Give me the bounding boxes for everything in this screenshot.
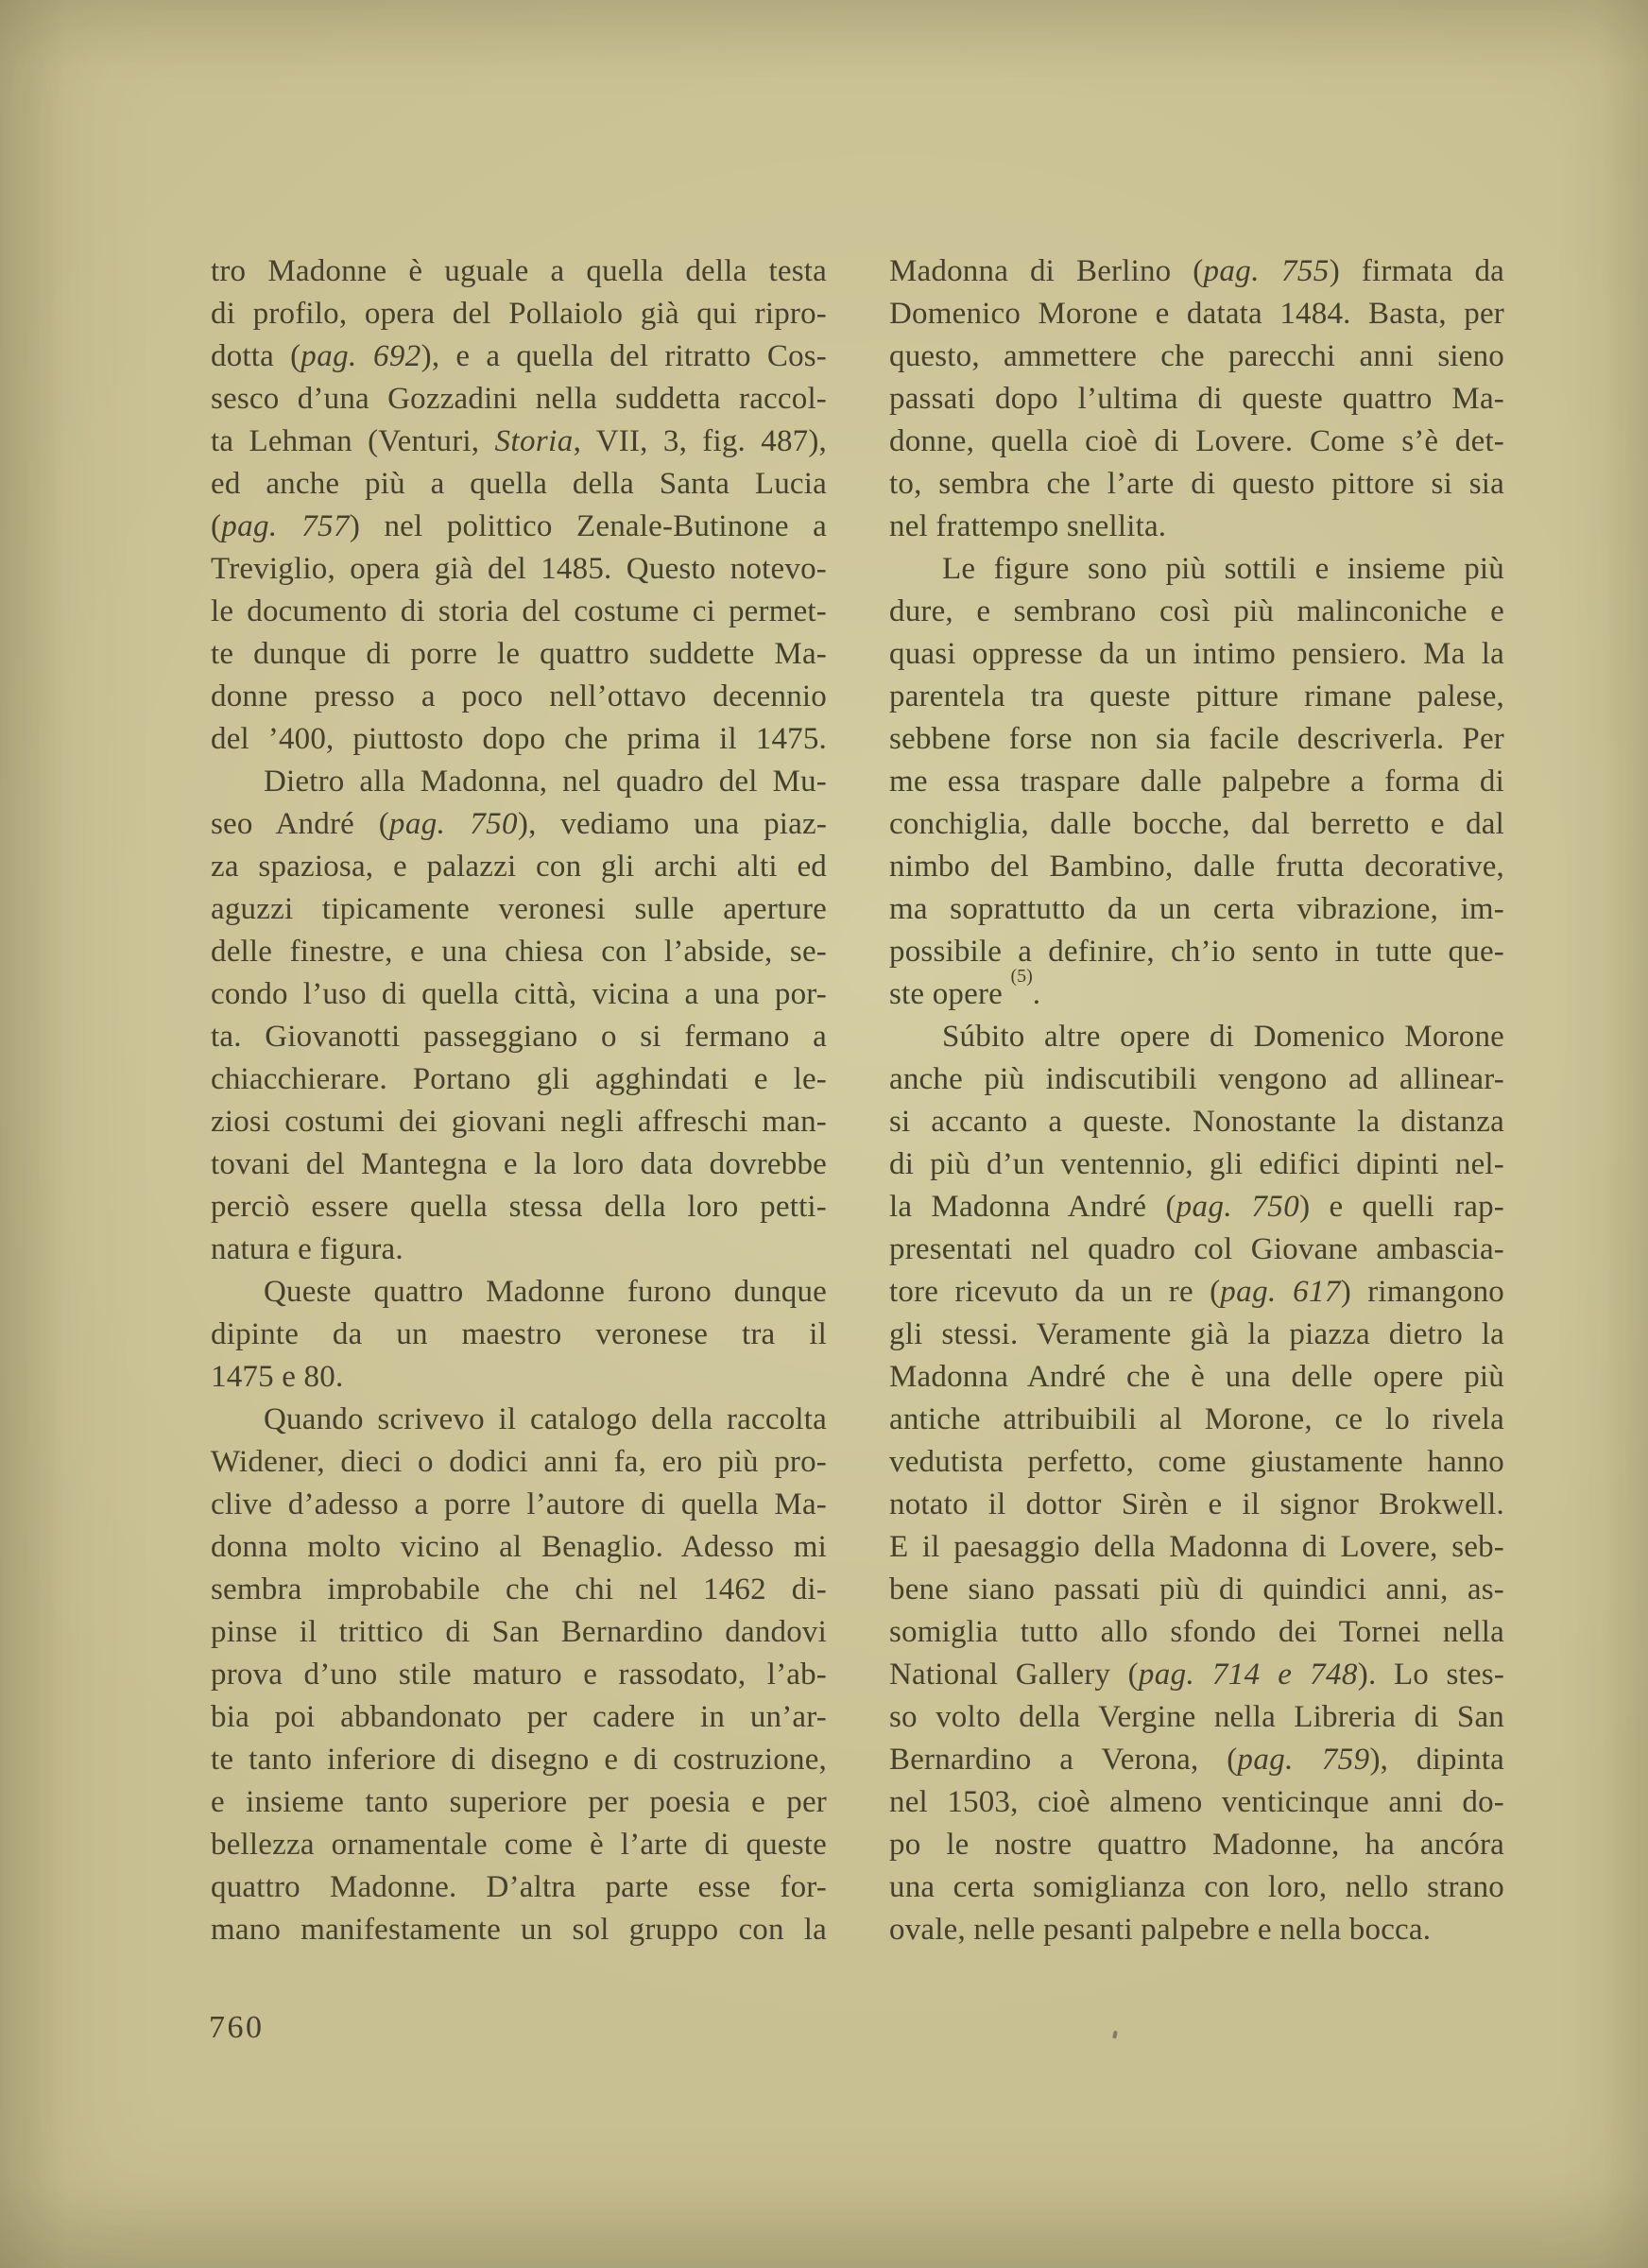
text-line: nel frattempo snellita. [889, 509, 1167, 543]
text-line: so volto della Vergine nella Libreria di San [889, 1700, 1504, 1734]
text-line: delle finestre, e una chiesa con l’abside, se- [211, 935, 827, 969]
text-line: National Gallery (pag. 714 e 748). Lo stes- [889, 1658, 1505, 1692]
text-line: Treviglio, opera già del 1485. Questo notevo- [211, 552, 827, 586]
text-line: ste opere $^{(5)}$. [889, 966, 1041, 1011]
text-line: le documento di storia del costume ci permet- [211, 594, 827, 628]
text-line: ma soprattutto da un certa vibrazione, im- [889, 892, 1504, 926]
ink-speck [1112, 2031, 1118, 2039]
text-line: gli stessi. Veramente già la piazza dietro la [889, 1317, 1504, 1351]
text-line: donne presso a poco nell’ottavo decennio [211, 679, 827, 713]
text-line: tovani del Mantegna e la loro data dovrebbe [211, 1147, 827, 1181]
text-line: dure, e sembrano così più malinconiche e [889, 594, 1504, 628]
text-line: Le figure sono più sottili e insieme più [942, 552, 1504, 586]
left-column [211, 250, 827, 1951]
text-line: possibile a definire, ch’io sento in tutte que- [889, 935, 1504, 969]
text-line: za spaziosa, e palazzi con gli archi alti ed [211, 850, 827, 884]
text-line: nimbo del Bambino, dalle frutta decorative, [889, 850, 1504, 884]
text-line: nel 1503, cioè almeno venticinque anni do- [889, 1785, 1504, 1819]
text-line: po le nostre quattro Madonne, ha ancóra [889, 1828, 1504, 1862]
text-line: 1475 e 80. [211, 1360, 344, 1394]
text-line: ziosi costumi dei giovani negli affreschi man- [211, 1105, 827, 1139]
text-line: E il paesaggio della Madonna di Lovere, seb- [889, 1530, 1504, 1564]
text-line: antiche attribuibili al Morone, ce lo rivela [889, 1402, 1504, 1436]
text-line: mano manifestamente un sol gruppo con la [211, 1913, 827, 1947]
text-line: una certa somiglianza con loro, nello strano [889, 1870, 1504, 1904]
text-line: quattro Madonne. D’altra parte esse for- [211, 1870, 827, 1904]
text-line: perciò essere quella stessa della loro petti- [211, 1190, 827, 1224]
right-column [889, 250, 1504, 1951]
text-line: te tanto inferiore di disegno e di costruzione, [211, 1743, 827, 1777]
text-line: Bernardino a Verona, (pag. 759), dipinta [889, 1743, 1504, 1777]
text-line: quasi oppresse da un intimo pensiero. Ma la [889, 637, 1504, 671]
text-line: natura e figura. [211, 1232, 403, 1266]
text-line: ta Lehman (Venturi, Storia, VII, 3, fig. 487), [211, 424, 827, 458]
text-line: dipinte da un maestro veronese tra il [211, 1317, 827, 1351]
text-line: to, sembra che l’arte di questo pittore si sia [889, 467, 1504, 501]
text-line: sembra improbabile che chi nel 1462 di- [211, 1572, 827, 1606]
text-line: sebbene forse non sia facile descriverla. Per [889, 722, 1504, 756]
text-line: Widener, dieci o dodici anni fa, ero più pro- [211, 1445, 827, 1479]
text-line: donna molto vicino al Benaglio. Adesso mi [211, 1530, 827, 1564]
text-line: Súbito altre opere di Domenico Morone [942, 1020, 1504, 1054]
text-line: bene siano passati più di quindici anni, as- [889, 1572, 1504, 1606]
text-line: Queste quattro Madonne furono dunque [264, 1275, 827, 1309]
text-line: clive d’adesso a porre l’autore di quella Ma- [211, 1487, 827, 1521]
text-line: Dietro alla Madonna, nel quadro del Mu- [264, 765, 827, 799]
text-line: seo André (pag. 750), vediamo una piaz- [211, 807, 828, 841]
text-line: di profilo, opera del Pollaiolo già qui ripro- [211, 297, 827, 331]
text-line: e insieme tanto superiore per poesia e per [211, 1785, 827, 1819]
text-line: sesco d’una Gozzadini nella suddetta raccol- [211, 382, 827, 416]
text-line: Madonna André che è una delle opere più [889, 1360, 1504, 1394]
text-line: notato il dottor Sirèn e il signor Brokwell. [889, 1487, 1504, 1521]
text-line: (pag. 757) nel polittico Zenale-Butinone a [211, 509, 828, 543]
text-line: Madonna di Berlino (pag. 755) firmata da [889, 254, 1504, 288]
text-line: la Madonna André (pag. 750) e quelli rap- [889, 1190, 1504, 1224]
text-line: vedutista perfetto, come giustamente hanno [889, 1445, 1504, 1479]
text-line: dotta (pag. 692), e a quella del ritratto Cos- [211, 339, 828, 373]
text-line: me essa traspare dalle palpebre a forma di [889, 765, 1504, 799]
text-line: Domenico Morone e datata 1484. Basta, per [889, 297, 1504, 331]
text-line: conchiglia, dalle bocche, dal berretto e dal [889, 807, 1504, 841]
text-line: ovale, nelle pesanti palpebre e nella bocca. [889, 1913, 1432, 1947]
text-line: te dunque di porre le quattro suddette Ma- [211, 637, 827, 671]
text-line: presentati nel quadro col Giovane ambascia- [889, 1232, 1504, 1266]
text-line: questo, ammettere che parecchi anni sieno [889, 339, 1504, 373]
text-line: parentela tra queste pitture rimane palese, [889, 679, 1504, 713]
text-line: bia poi abbandonato per cadere in un’ar- [211, 1700, 827, 1734]
text-line: tro Madonne è uguale a quella della testa [211, 254, 827, 288]
text-line: prova d’uno stile maturo e rassodato, l’ab- [211, 1658, 827, 1692]
text-line: del ’400, piuttosto dopo che prima il 1475. [211, 722, 827, 756]
text-line: si accanto a queste. Nonostante la distanza [889, 1105, 1504, 1139]
text-line: di più d’un ventennio, gli edifici dipinti nel- [889, 1147, 1504, 1181]
text-line: bellezza ornamentale come è l’arte di queste [211, 1828, 827, 1862]
text-line: tore ricevuto da un re (pag. 617) rimangono [889, 1275, 1504, 1309]
text-line: anche più indiscutibili vengono ad allinear- [889, 1062, 1504, 1096]
page-number: 760 [209, 2010, 265, 2045]
text-line: condo l’uso di quella città, vicina a una por- [211, 977, 827, 1011]
text-line: passati dopo l’ultima di queste quattro Ma- [889, 382, 1504, 416]
text-line: aguzzi tipicamente veronesi sulle aperture [211, 892, 827, 926]
text-line: donne, quella cioè di Lovere. Come s’è det- [889, 424, 1504, 458]
text-line: chiacchierare. Portano gli agghindati e le- [211, 1062, 827, 1096]
text-line: Quando scrivevo il catalogo della raccolta [264, 1402, 827, 1436]
text-line: ta. Giovanotti passeggiano o si fermano a [211, 1020, 827, 1054]
text-line: somiglia tutto allo sfondo dei Tornei nella [889, 1615, 1504, 1649]
text-line: ed anche più a quella della Santa Lucia [211, 467, 827, 501]
text-line: pinse il trittico di San Bernardino dandovi [211, 1615, 827, 1649]
